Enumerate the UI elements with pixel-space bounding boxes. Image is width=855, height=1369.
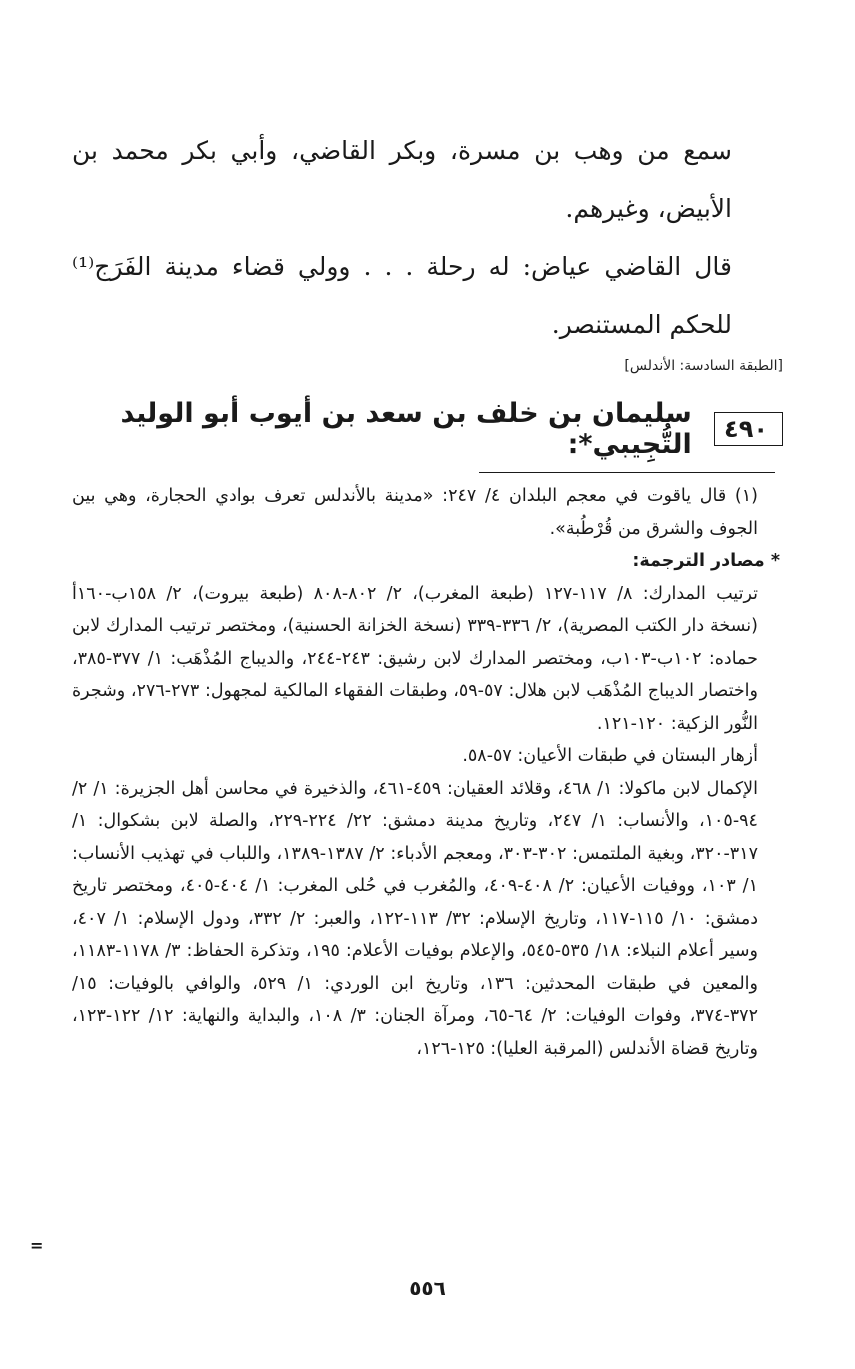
footnote-1: (١) قال ياقوت في معجم البلدان ٤/ ٢٤٧: «مدينة بالأندلس تعرف بوادي الحجارة، وهي بين الجوف والشرق من قُرْطُبة».: [72, 486, 758, 539]
body-text: [72, 122, 732, 354]
page-number: ٥٥٦: [409, 1276, 446, 1300]
entry-number-box: ٤٩٠: [714, 412, 783, 446]
entry-heading: [63, 398, 783, 460]
entry-title: سليمان بن خلف بن سعد بن أيوب أبو الوليد التُّجِيبي*:: [120, 398, 692, 460]
footnotes: [72, 480, 780, 1065]
sources-paragraph: أزهار البستان في طبقات الأعيان: ٥٧-٥٨.: [462, 746, 758, 766]
section-tag: [الطبقة السادسة: الأندلس]: [624, 358, 783, 374]
body-paragraph: قال القاضي عياض: له رحلة . . . وولي قضاء مدينة الفَرَج⁽¹⁾ للحكم المستنصر.: [72, 252, 732, 339]
sources-paragraph: الإكمال لابن ماكولا: ١/ ٤٦٨، وقلائد العقيان: ٤٥٩-٤٦١، والذخيرة في محاسن أهل الجزيرة: ١/ ٢/ ٩٤-١٠٥، والأنساب: ١/ ٢٤٧، وتاريخ مدينة دمشق: ٢٢/ ٢٢٤-٢٢٩، والصلة لابن بشكوال: ١/ ٣١٧-٣٢٠، وبغية الملتمس: ٣٠٢-٣٠٣، ومعجم الأدباء: ٢/ ١٣٨٧-١٣٨٩، واللباب في تهذيب الأنساب: ١/ ١٠٣، ووفيات الأعيان: ٢/ ٤٠٨-٤٠٩، والمُغرب في حُلى المغرب: ١/ ٤٠٤-٤٠٥، ومختصر تاريخ دمشق: ١٠/ ١١٥-١١٧، وتاريخ الإسلام: ٣٢/ ١١٣-١٢٢، والعبر: ٢/ ٣٣٢، ودول الإسلام: ١/ ٤٠٧، وسير أعلام النبلاء: ١٨/ ٥٣٥-٥٤٥، والإعلام بوفيات الأعلام: ١٩٥، وتذكرة الحفاظ: ٣/ ١١٧٨-١١٨٣، والمعين في طبقات المحدثين: ١٣٦، وتاريخ ابن الوردي: ١/ ٥٢٩، والوافي بالوفيات: ١٥/ ٣٧٢-٣٧٤، وفوات الوفيات: ٢/ ٦٤-٦٥، ومرآة الجنان: ٣/ ١٠٨، والبداية والنهاية: ١٢/ ١٢٢-١٢٣، وتاريخ قضاة الأندلس (المرقبة العليا): ١٢٥-١٢٦،: [72, 778, 758, 1059]
continuation-mark: =: [30, 1236, 44, 1255]
sources-paragraph: ترتيب المدارك: ٨/ ١١٧-١٢٧ (طبعة المغرب)، ٢/ ٨٠٢-٨٠٨ (طبعة بيروت)، ٢/ ١٥٨ب-١٦٠أ (نسخة دار الكتب المصرية)، ٢/ ٣٣٦-٣٣٩ (نسخة الخزانة الحسنية)، ومختصر ترتيب المدارك لابن حماده: ١٠٢ب-١٠٣ب، ومختصر المدارك لابن رشيق: ٢٤٣-٢٤٤، والديباج المُذْهَب: ١/ ٣٧٧-٣٨٥، واختصار الديباج المُذْهَب لابن هلال: ٥٧-٥٩، وطبقات الفقهاء المالكية لمجهول: ٢٧٣-٢٧٦، وشجرة النُّور الزكية: ١٢٠-١٢١.: [72, 583, 758, 734]
footnote-divider: [479, 472, 775, 473]
body-paragraph: سمع من وهب بن مسرة، وبكر القاضي، وأبي بكر محمد بن الأبيض، وغيرهم.: [72, 136, 732, 223]
sources-heading: * مصادر الترجمة:: [632, 551, 780, 571]
